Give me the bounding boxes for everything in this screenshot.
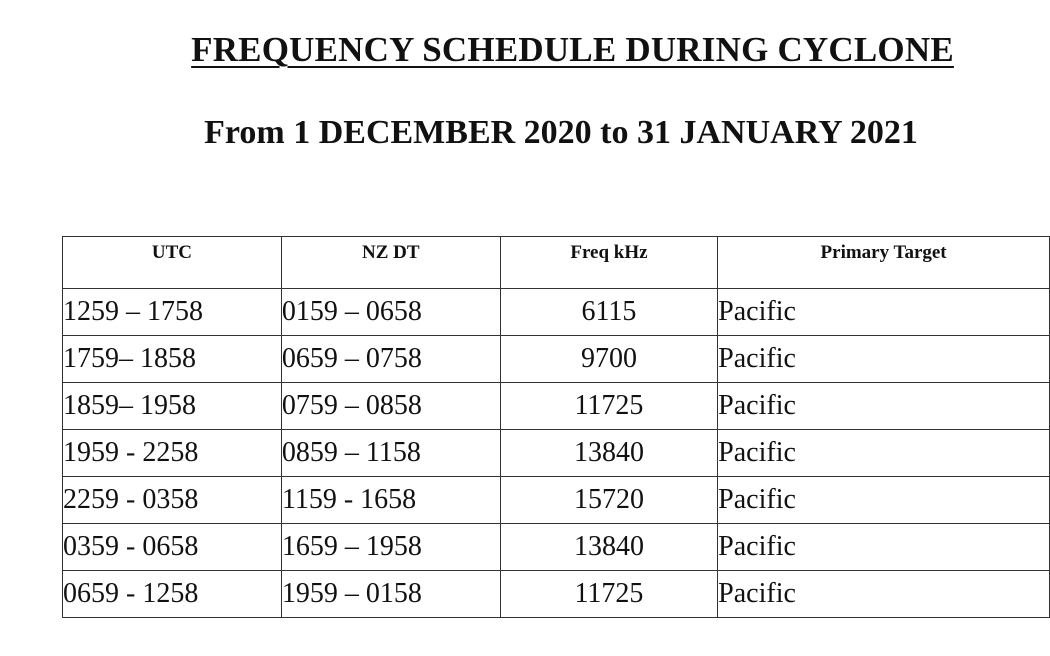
cell-target: Pacific <box>718 430 1050 477</box>
frequency-schedule-table <box>62 236 1050 618</box>
cell-target: Pacific <box>718 289 1050 336</box>
cell-freq: 6115 <box>500 289 717 336</box>
table-row <box>63 477 1050 524</box>
cell-freq: 15720 <box>500 477 717 524</box>
header-nzdt: NZ DT <box>281 237 500 289</box>
cell-nzdt: 1159 - 1658 <box>281 477 500 524</box>
cell-freq: 13840 <box>500 430 717 477</box>
cell-nzdt: 1959 – 0158 <box>281 571 500 618</box>
table-row <box>63 383 1050 430</box>
cell-target: Pacific <box>718 524 1050 571</box>
cell-target: Pacific <box>718 336 1050 383</box>
page-title: FREQUENCY SCHEDULE DURING CYCLONE <box>191 30 954 69</box>
table-row <box>63 430 1050 477</box>
cell-target: Pacific <box>718 571 1050 618</box>
cell-utc: 1259 – 1758 <box>63 289 282 336</box>
table-header-row <box>63 237 1050 289</box>
table-row <box>63 571 1050 618</box>
cell-utc: 0359 - 0658 <box>63 524 282 571</box>
header-primary-target: Primary Target <box>718 237 1050 289</box>
cell-freq: 11725 <box>500 383 717 430</box>
cell-nzdt: 0659 – 0758 <box>281 336 500 383</box>
cell-utc: 0659 - 1258 <box>63 571 282 618</box>
cell-nzdt: 1659 – 1958 <box>281 524 500 571</box>
table-row <box>63 336 1050 383</box>
cell-nzdt: 0159 – 0658 <box>281 289 500 336</box>
cell-utc: 1959 - 2258 <box>63 430 282 477</box>
table-row <box>63 524 1050 571</box>
cell-utc: 2259 - 0358 <box>63 477 282 524</box>
cell-target: Pacific <box>718 477 1050 524</box>
cell-freq: 9700 <box>500 336 717 383</box>
header-freq-khz: Freq kHz <box>500 237 717 289</box>
date-range-subtitle: From 1 DECEMBER 2020 to 31 JANUARY 2021 <box>204 114 918 151</box>
cell-nzdt: 0759 – 0858 <box>281 383 500 430</box>
cell-freq: 13840 <box>500 524 717 571</box>
cell-nzdt: 0859 – 1158 <box>281 430 500 477</box>
header-utc: UTC <box>63 237 282 289</box>
table-row <box>63 289 1050 336</box>
cell-utc: 1759– 1858 <box>63 336 282 383</box>
cell-utc: 1859– 1958 <box>63 383 282 430</box>
cell-freq: 11725 <box>500 571 717 618</box>
cell-target: Pacific <box>718 383 1050 430</box>
